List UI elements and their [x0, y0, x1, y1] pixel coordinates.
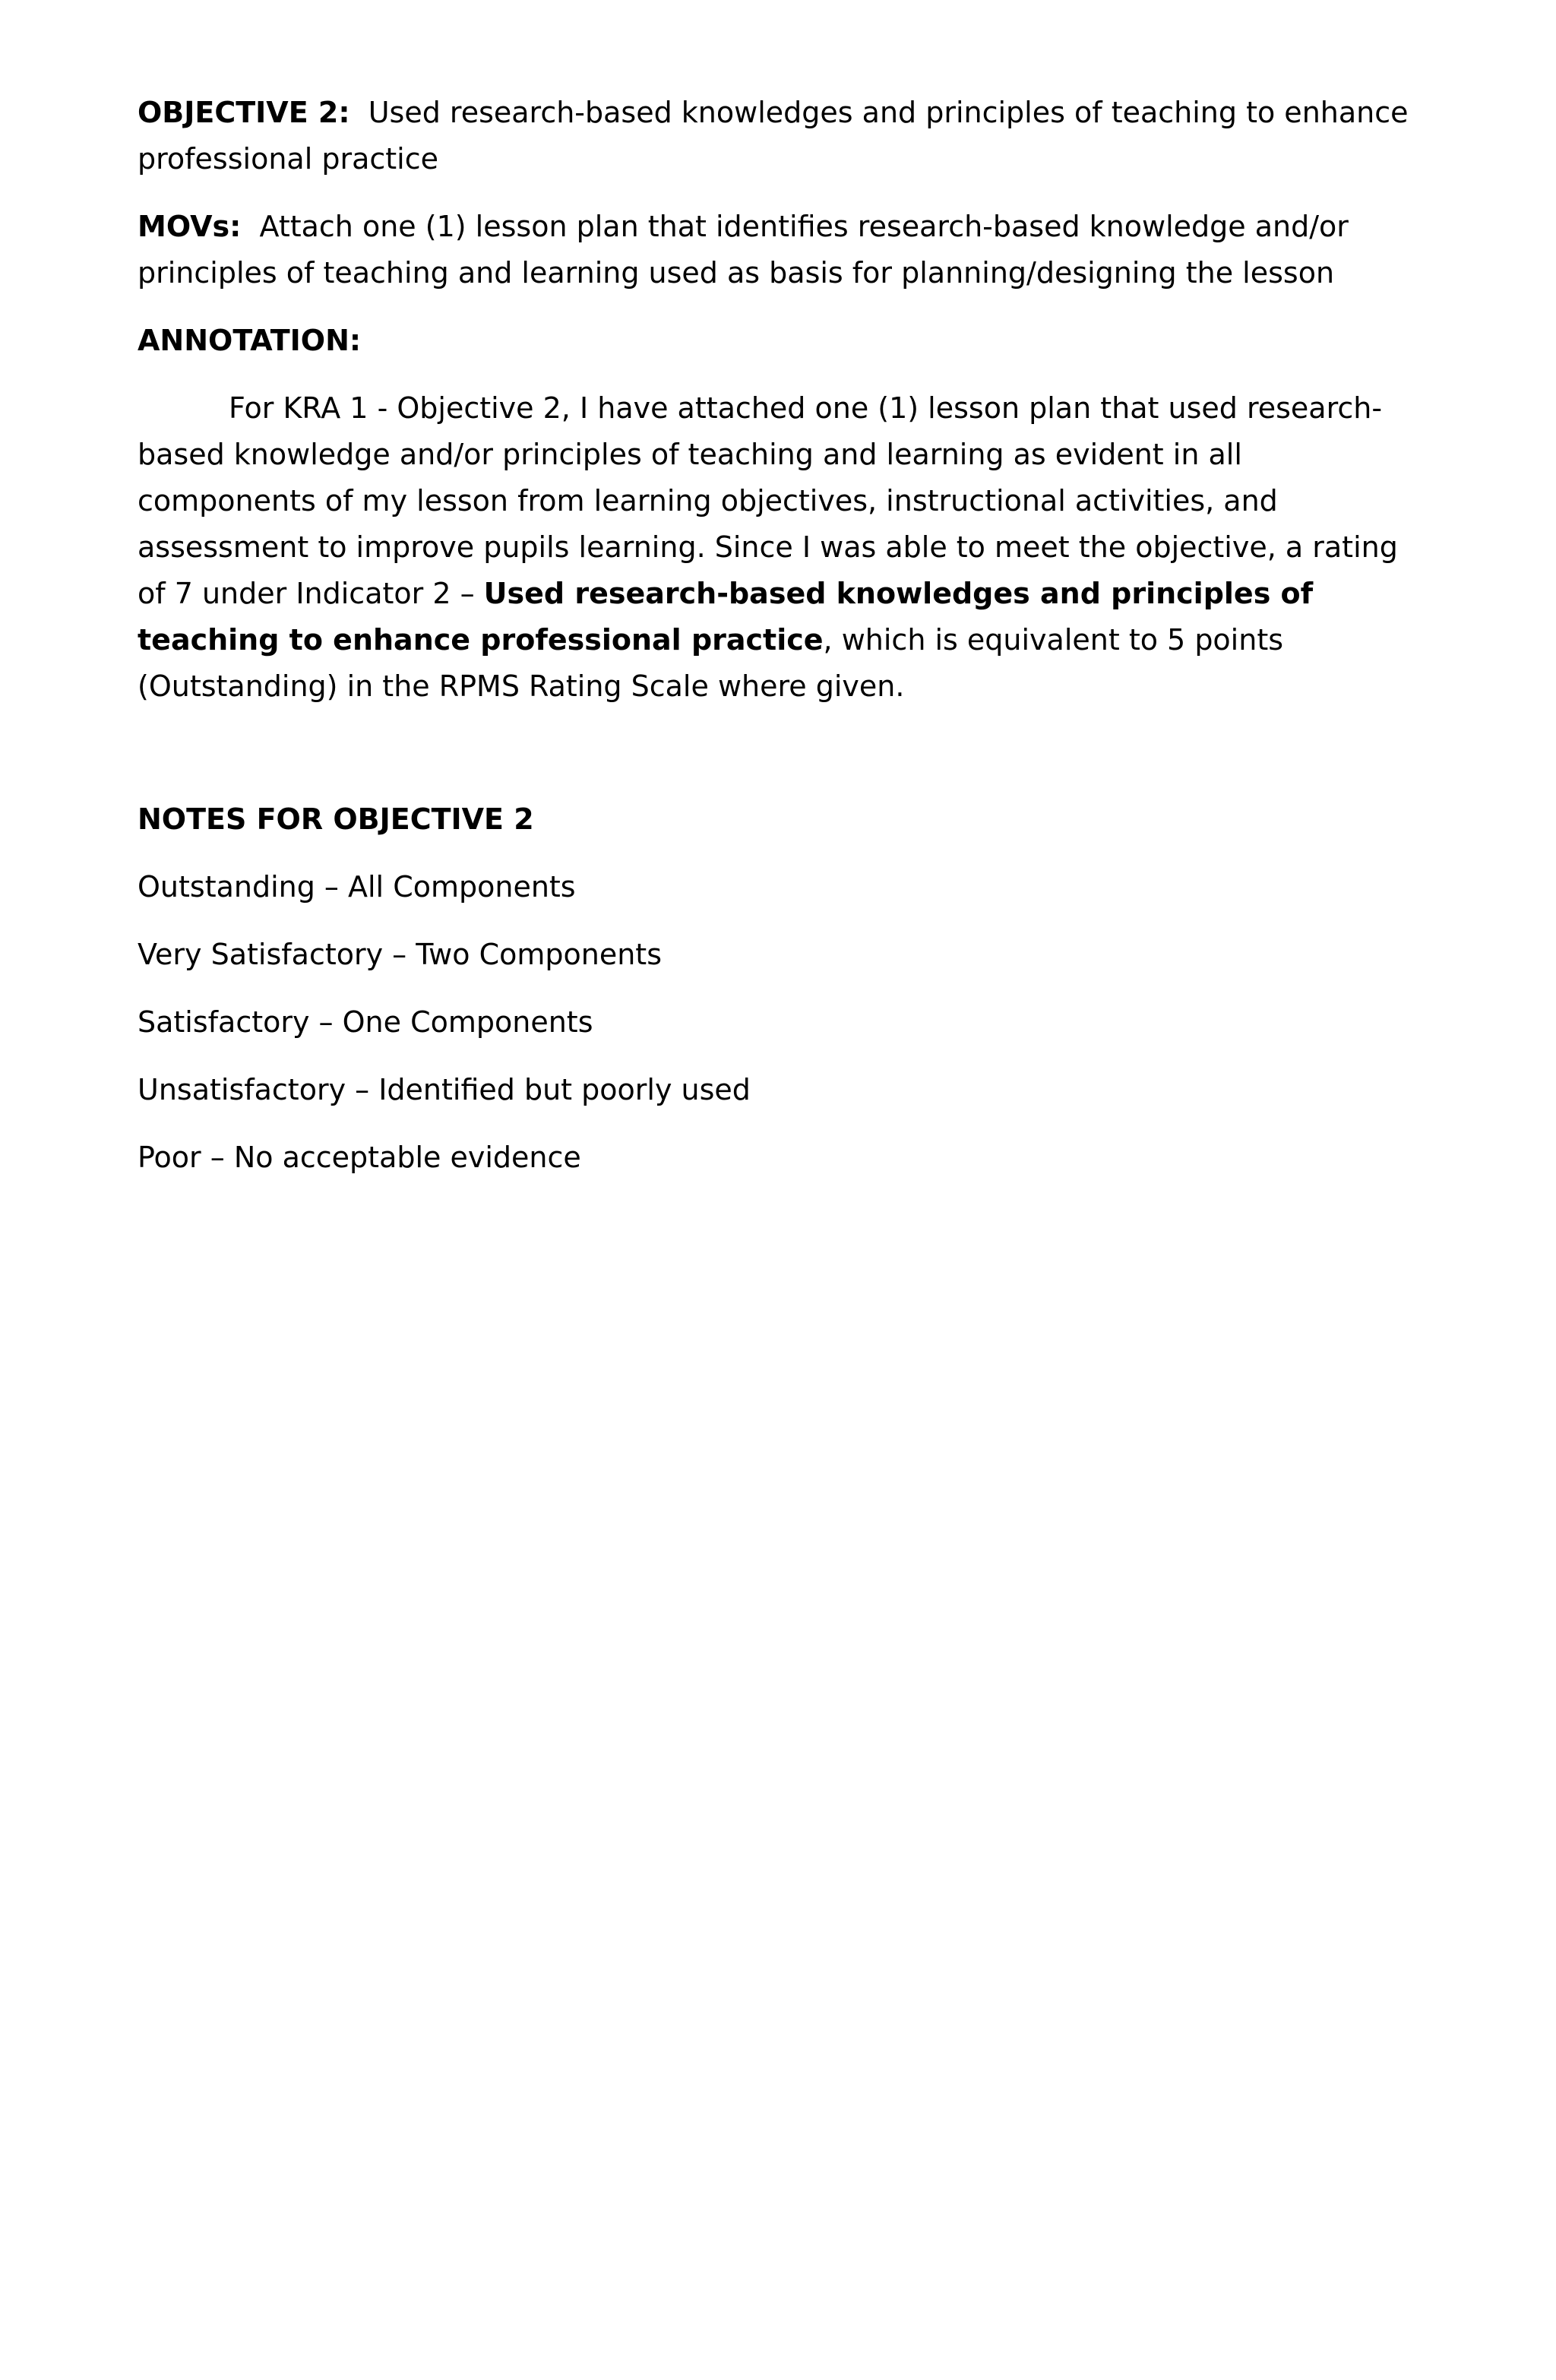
rating-item-unsatisfactory: Unsatisfactory – Identified but poorly used	[138, 1073, 751, 1106]
annotation-body-text: For KRA 1 - Objective 2, I have attached one (1) lesson plan that used research-based knowledge and/or principles of teaching and learning as evident in all components of my lesson from learning objectives, instructional activities, and assessment to improve pupils learning. Since I was able to meet the objective, a rating of 7 under Indicator 2 –	[138, 391, 1398, 610]
rating-item-very-satisfactory: Very Satisfactory – Two Components	[138, 938, 662, 971]
annotation-body	[138, 385, 1414, 710]
objective-text: Used research-based knowledges and principles of teaching to enhance professional practice	[138, 96, 1409, 176]
rating-item-poor: Poor – No acceptable evidence	[138, 1141, 581, 1174]
rating-item-satisfactory: Satisfactory – One Components	[138, 1005, 593, 1039]
objective-paragraph	[138, 90, 1414, 182]
movs-label: MOVs:	[138, 210, 242, 243]
notes-heading: NOTES FOR OBJECTIVE 2	[138, 802, 534, 836]
movs-text: Attach one (1) lesson plan that identifies research-based knowledge and/or principles of teaching and learning used as basis for planning/designing the lesson	[138, 210, 1349, 290]
document-content	[138, 90, 1414, 1202]
rating-item-outstanding: Outstanding – All Components	[138, 870, 576, 904]
movs-paragraph	[138, 204, 1414, 296]
annotation-indicator-title: Used research-based knowledges and principles of teaching to enhance professional practice	[138, 577, 1314, 657]
rating-scale-list	[138, 864, 1414, 1181]
annotation-body-ending: , which is equivalent to 5 points (Outstanding) in the RPMS Rating Scale where given.	[138, 623, 1284, 703]
annotation-heading: ANNOTATION:	[138, 324, 362, 357]
objective-label: OBJECTIVE 2:	[138, 96, 350, 129]
